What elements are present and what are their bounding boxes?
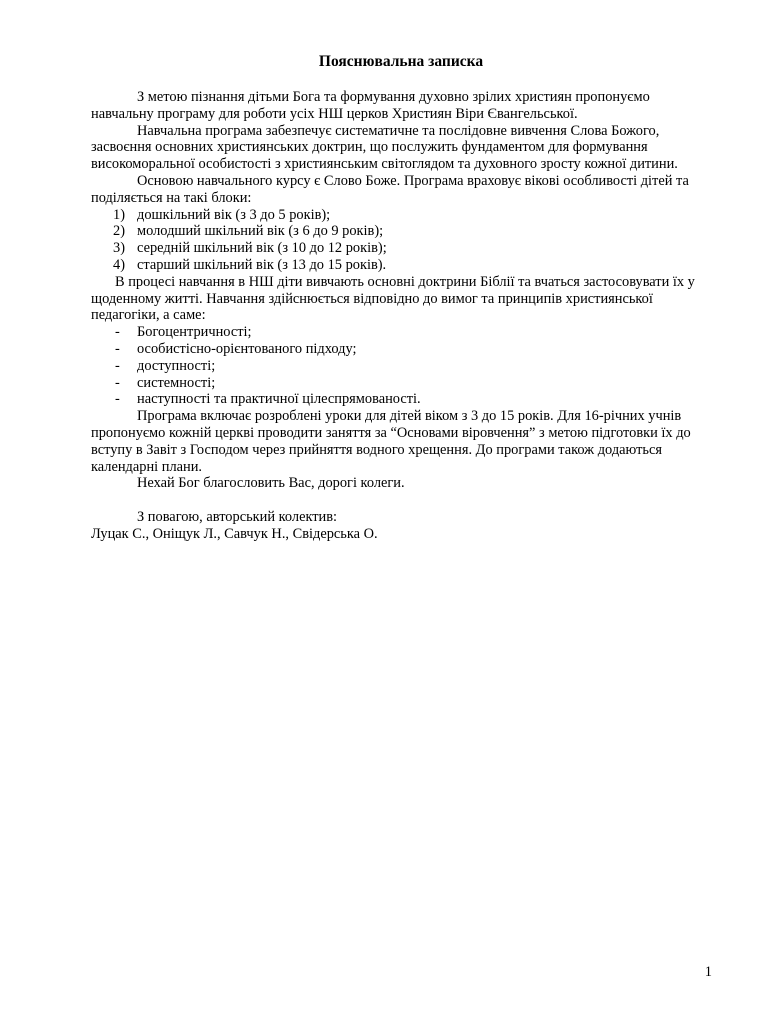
list-item-text: Богоцентричності; bbox=[137, 324, 252, 341]
list-item-text: наступності та практичної цілеспрямованості. bbox=[137, 391, 421, 408]
list-number: 4) bbox=[113, 256, 125, 273]
list-dash: - bbox=[115, 391, 120, 408]
list-item bbox=[91, 375, 711, 392]
list-item-text: системності; bbox=[137, 374, 216, 391]
list-item-text: старший шкільний вік (з 13 до 15 років). bbox=[137, 256, 387, 273]
list-number: 3) bbox=[113, 240, 125, 257]
list-item bbox=[91, 358, 711, 375]
paragraph-intro: З метою пізнання дітьми Бога та формування духовно зрілих християн пропонуємо навчальну програму для роботи усіх НШ церков Християн Віри Євангельської. bbox=[91, 89, 650, 122]
list-item bbox=[91, 341, 711, 358]
list-dash: - bbox=[115, 357, 120, 374]
list-item bbox=[91, 207, 711, 224]
paragraph-lessons: Програма включає розроблені уроки для дітей віком з 3 до 15 років. Для 16-річних учнів пропонуємо кожній церкві проводити заняття за “Основами віровчення” з метою підготовки їх до вступу в Завіт з Господом через прийняття водного хрещення. До програми також додаються календарні плани. bbox=[91, 408, 691, 475]
list-item-text: дошкільний вік (з 3 до 5 років); bbox=[137, 206, 331, 223]
document-title: Пояснювальна записка bbox=[318, 53, 484, 70]
paragraph-blessing: Нехай Бог благословить Вас, дорогі колеги. bbox=[137, 475, 405, 492]
list-item-text: доступності; bbox=[137, 357, 216, 374]
page-number: 1 bbox=[704, 964, 712, 980]
principles-list bbox=[91, 324, 711, 408]
paragraph-program: Навчальна програма забезпечує систематичне та послідовне вивчення Слова Божого, засвоєння основних християнських доктрин, що послужить фундаментом для формування високоморальної особистості з християнським світоглядом та духовного зросту кожної дитини. bbox=[91, 122, 678, 173]
document-page bbox=[91, 52, 711, 543]
paragraph-learning: В процесі навчання в НШ діти вивчають основні доктрини Біблії та вчаться застосовувати їх у щоденному житті. Навчання здійснюється відповідно до вимог та принципів християнської педагогіки, а саме: bbox=[91, 273, 695, 324]
closing-line: З повагою, авторський колектив: bbox=[137, 509, 338, 526]
list-item-text: молодший шкільний вік (з 6 до 9 років); bbox=[137, 223, 384, 240]
list-item bbox=[91, 240, 711, 257]
spacer bbox=[91, 492, 711, 509]
list-item-text: особистісно-орієнтованого підходу; bbox=[137, 340, 357, 357]
list-dash: - bbox=[115, 340, 120, 357]
list-dash: - bbox=[115, 374, 120, 391]
paragraph-basis: Основою навчального курсу є Слово Боже. Програма враховує вікові особливості дітей та поділяється на такі блоки: bbox=[91, 172, 689, 206]
list-number: 2) bbox=[113, 223, 125, 240]
list-item bbox=[91, 391, 711, 408]
list-item bbox=[91, 223, 711, 240]
list-item bbox=[91, 324, 711, 341]
list-dash: - bbox=[115, 324, 120, 341]
list-number: 1) bbox=[113, 206, 125, 223]
list-item bbox=[91, 257, 711, 274]
authors-line: Луцак С., Оніщук Л., Савчук Н., Свідерська О. bbox=[91, 525, 378, 542]
age-blocks-list bbox=[91, 207, 711, 274]
list-item-text: середній шкільний вік (з 10 до 12 років); bbox=[137, 240, 387, 257]
